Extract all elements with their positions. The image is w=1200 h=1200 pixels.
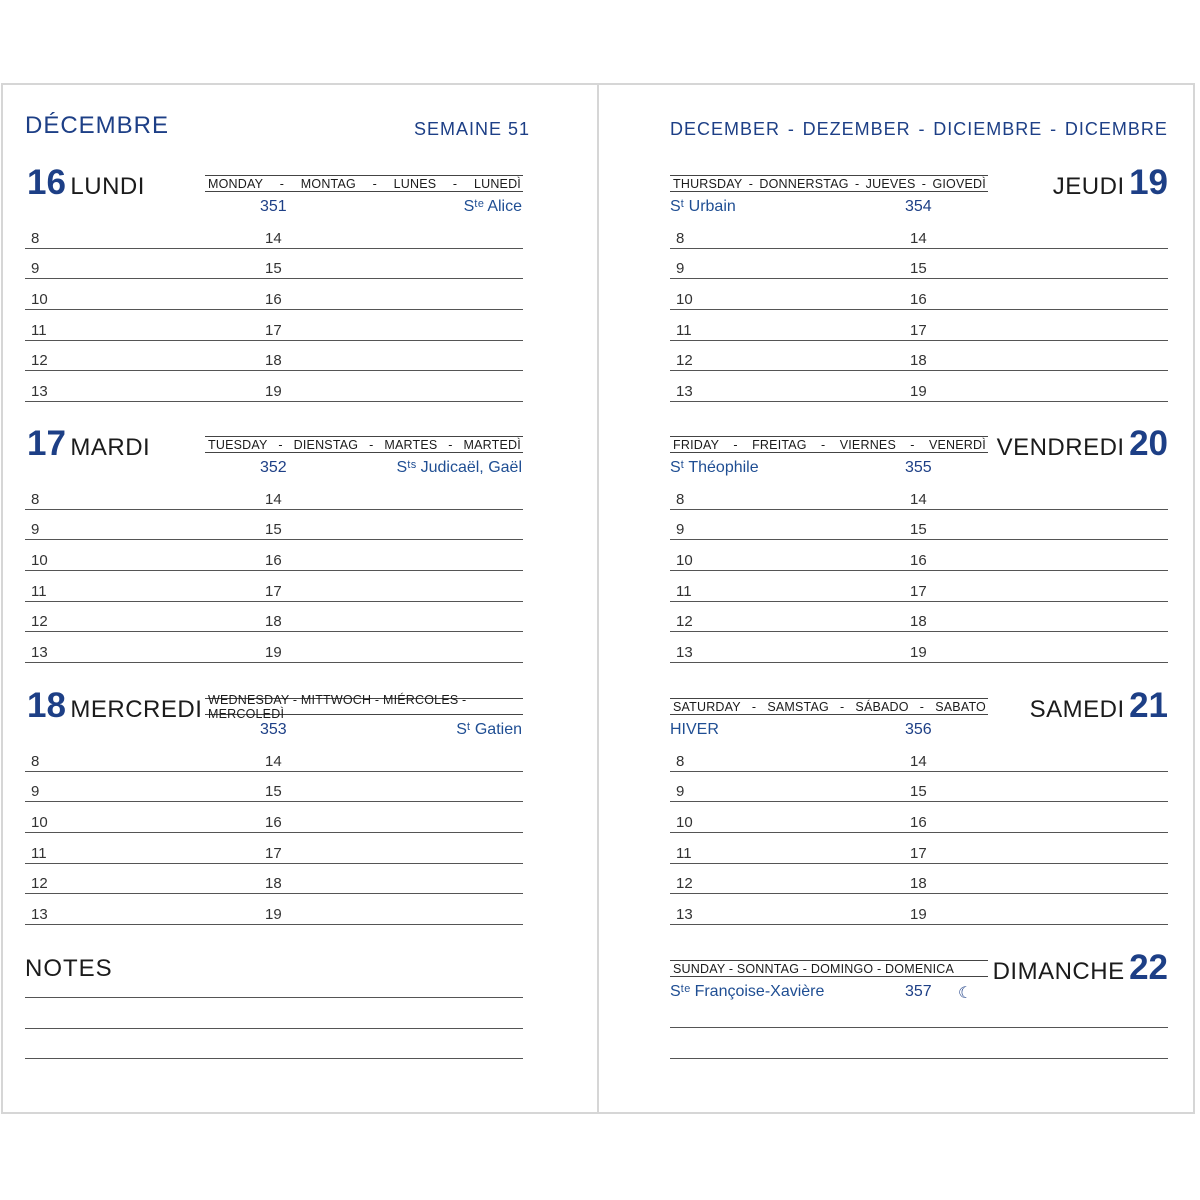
hour-label: 19 <box>910 906 927 924</box>
hour-row[interactable] <box>670 833 1168 864</box>
day-name: DIMANCHE <box>992 958 1125 985</box>
hour-label: 11 <box>31 844 47 862</box>
day-name: SAMEDI <box>1029 696 1125 723</box>
month-de: DEZEMBER <box>802 119 911 139</box>
saint-name: Sᵗᵉ Françoise-Xavière <box>670 983 825 1000</box>
hour-row[interactable] <box>25 833 523 864</box>
hour-row[interactable] <box>25 372 523 403</box>
hour-row[interactable] <box>25 633 523 664</box>
weekday-translation: FREITAG <box>752 437 807 452</box>
weekday-translation: - <box>733 437 738 452</box>
separator: - <box>787 119 795 139</box>
day-of-year: 355 <box>905 459 932 476</box>
hour-label: 9 <box>31 521 40 539</box>
hour-row[interactable] <box>25 602 523 633</box>
weekday-translation: - <box>448 437 453 452</box>
day-number: 22 <box>1129 948 1168 987</box>
hour-label: 11 <box>31 582 47 600</box>
hour-row[interactable] <box>25 741 523 772</box>
hour-label: 16 <box>265 552 282 570</box>
hour-label: 15 <box>910 521 927 539</box>
hour-row[interactable] <box>25 510 523 541</box>
hour-label: 8 <box>676 752 685 770</box>
day-number: 17 <box>27 424 66 463</box>
weekday-translation: VENERDÌ <box>928 437 986 452</box>
weekday-translation: SATURDAY <box>673 699 741 714</box>
weekday-translations <box>205 436 523 453</box>
hour-label: 17 <box>265 844 282 862</box>
hour-label: 19 <box>265 383 282 401</box>
weekday-translation: - <box>372 176 377 191</box>
hour-row[interactable] <box>25 310 523 341</box>
hour-row[interactable] <box>670 310 1168 341</box>
hour-row[interactable] <box>670 802 1168 833</box>
day-of-year: 351 <box>260 198 287 215</box>
notes-line[interactable] <box>670 1027 1168 1028</box>
saint-name: Sᵗ Théophile <box>670 459 759 476</box>
hour-label: 14 <box>265 229 282 247</box>
hour-row[interactable] <box>670 372 1168 403</box>
weekday-translation: - <box>919 699 925 714</box>
hour-label: 13 <box>31 644 48 662</box>
day-number: 21 <box>1129 686 1168 725</box>
hour-label: 12 <box>676 875 693 893</box>
hour-label: 16 <box>910 291 927 309</box>
day-of-year: 353 <box>260 721 287 738</box>
weekday-translation: THURSDAY <box>673 176 743 191</box>
day-number: 18 <box>27 686 66 725</box>
day-name: LUNDI <box>70 173 145 200</box>
day-name: MARDI <box>70 434 151 461</box>
hour-label: 12 <box>676 613 693 631</box>
hour-label: 9 <box>676 521 685 539</box>
saint-name: Sᵗᵉ Alice <box>463 198 522 215</box>
hour-label: 12 <box>676 352 693 370</box>
weekday-translation: LUNES <box>393 176 437 191</box>
weekday-translation: - <box>910 437 915 452</box>
hour-row[interactable] <box>25 249 523 280</box>
hour-row[interactable] <box>670 218 1168 249</box>
hour-label: 9 <box>31 260 40 278</box>
hour-row[interactable] <box>670 864 1168 895</box>
day-number: 19 <box>1129 163 1168 202</box>
hour-label: 13 <box>676 906 693 924</box>
day-heading <box>1030 688 1168 723</box>
hour-label: 13 <box>31 906 48 924</box>
weekday-translation: DIENSTAG <box>293 437 359 452</box>
day-heading <box>993 950 1168 985</box>
weekday-translation: - <box>369 437 374 452</box>
weekday-translation: MARTEDÌ <box>463 437 521 452</box>
weekday-translations <box>205 175 523 192</box>
hour-label: 8 <box>31 752 40 770</box>
saint-name: HIVER <box>670 721 719 738</box>
hour-label: 16 <box>265 814 282 832</box>
hour-row[interactable] <box>670 633 1168 664</box>
saint-name: Sᵗˢ Judicaël, Gaël <box>396 459 522 476</box>
hour-row[interactable] <box>670 602 1168 633</box>
weekday-translation: MARTES <box>384 437 438 452</box>
hour-label: 8 <box>31 490 40 508</box>
day-heading <box>27 426 150 461</box>
notes-title: NOTES <box>25 955 113 982</box>
hour-label: 10 <box>31 814 48 832</box>
weekday-translation: GIOVEDÌ <box>932 176 986 191</box>
hour-label: 11 <box>31 321 47 339</box>
hour-row[interactable] <box>25 864 523 895</box>
hour-label: 17 <box>910 844 927 862</box>
weekday-translation: - <box>279 176 285 191</box>
hour-row[interactable] <box>670 895 1168 926</box>
hour-row[interactable] <box>25 279 523 310</box>
hour-label: 12 <box>31 352 48 370</box>
moon-phase-icon: ☾ <box>958 985 973 1002</box>
day-heading <box>1053 165 1168 200</box>
weekday-translation: DONNERSTAG <box>759 176 849 191</box>
separator: - <box>1050 119 1058 139</box>
weekday-translation: - <box>278 437 283 452</box>
day-of-year: 356 <box>905 721 932 738</box>
day-of-year: 354 <box>905 198 932 215</box>
hour-label: 15 <box>910 260 927 278</box>
hour-label: 14 <box>910 752 927 770</box>
hour-label: 13 <box>676 644 693 662</box>
weekday-translation: - <box>452 176 458 191</box>
day-number: 20 <box>1129 424 1168 463</box>
month-it: DICEMBRE <box>1064 119 1168 139</box>
hour-row[interactable] <box>25 895 523 926</box>
day-of-year: 357 <box>905 983 932 1000</box>
hour-label: 10 <box>31 291 48 309</box>
day-name: JEUDI <box>1052 173 1125 200</box>
day-number: 16 <box>27 163 66 202</box>
weekday-translation: LUNEDÌ <box>473 176 521 191</box>
hour-label: 15 <box>265 260 282 278</box>
hour-label: 10 <box>676 814 693 832</box>
month-translations <box>670 119 1168 140</box>
day-name: MERCREDI <box>70 696 203 723</box>
saint-name: Sᵗ Urbain <box>670 198 736 215</box>
notes-line[interactable] <box>25 997 523 998</box>
hour-label: 15 <box>910 783 927 801</box>
weekday-translation: MONDAY <box>208 176 264 191</box>
hour-label: 18 <box>265 352 282 370</box>
hour-label: 18 <box>910 875 927 893</box>
weekday-translations <box>205 692 523 721</box>
hour-label: 14 <box>265 752 282 770</box>
weekday-translation: TUESDAY <box>208 437 268 452</box>
weekday-translation: - <box>839 699 845 714</box>
weekday-translations <box>670 436 988 453</box>
hour-label: 9 <box>676 783 685 801</box>
hour-row[interactable] <box>670 249 1168 280</box>
hour-label: 10 <box>31 552 48 570</box>
hour-row[interactable] <box>670 571 1168 602</box>
weekday-translations <box>670 175 988 192</box>
hour-label: 18 <box>265 613 282 631</box>
hour-label: 18 <box>265 875 282 893</box>
hour-label: 14 <box>910 490 927 508</box>
saint-name: Sᵗ Gatien <box>456 721 522 738</box>
weekday-translations <box>670 698 988 715</box>
hour-label: 19 <box>910 644 927 662</box>
weekday-translation: SABATO <box>935 699 986 714</box>
hour-label: 11 <box>676 321 692 339</box>
weekday-translation: - <box>748 176 754 191</box>
day-heading <box>27 165 145 200</box>
day-name: VENDREDI <box>996 434 1125 461</box>
notes-line[interactable] <box>25 1058 523 1059</box>
hour-label: 9 <box>31 783 40 801</box>
hour-row[interactable] <box>25 571 523 602</box>
weekday-translations <box>670 960 988 977</box>
hour-row[interactable] <box>25 341 523 372</box>
hour-label: 17 <box>910 321 927 339</box>
hour-label: 14 <box>910 229 927 247</box>
hour-label: 17 <box>910 582 927 600</box>
hour-label: 16 <box>265 291 282 309</box>
hour-row[interactable] <box>670 741 1168 772</box>
hour-label: 11 <box>676 582 692 600</box>
hour-label: 12 <box>31 875 48 893</box>
weekday-translation: VIERNES <box>839 437 896 452</box>
hour-row[interactable] <box>670 341 1168 372</box>
weekday-translation: SUNDAY - SONNTAG - DOMINGO - DOMENICA <box>673 961 955 976</box>
week-label: SEMAINE 51 <box>414 119 531 139</box>
hour-row[interactable] <box>25 802 523 833</box>
hour-label: 8 <box>31 229 40 247</box>
notes-line[interactable] <box>670 1058 1168 1059</box>
notes-line[interactable] <box>25 1028 523 1029</box>
hour-label: 10 <box>676 552 693 570</box>
day-heading <box>997 426 1168 461</box>
weekday-translation: SAMSTAG <box>767 699 829 714</box>
hour-label: 16 <box>910 552 927 570</box>
separator: - <box>918 119 926 139</box>
weekday-translation: WEDNESDAY - MITTWOCH - MIÉRCOLES - MERCOLEDÌ <box>208 692 467 721</box>
hour-row[interactable] <box>670 279 1168 310</box>
hour-label: 12 <box>31 613 48 631</box>
weekday-translation: - <box>921 176 927 191</box>
month-es: DICIEMBRE <box>933 119 1043 139</box>
day-heading <box>27 688 202 723</box>
weekday-translation: - <box>751 699 757 714</box>
hour-row[interactable] <box>670 772 1168 803</box>
hour-label: 11 <box>676 844 692 862</box>
weekday-translation: JUEVES <box>865 176 916 191</box>
weekday-translation: - <box>821 437 826 452</box>
hour-label: 18 <box>910 613 927 631</box>
hour-label: 13 <box>676 383 693 401</box>
hour-label: 17 <box>265 582 282 600</box>
month-title: DÉCEMBRE <box>25 112 170 139</box>
hour-row[interactable] <box>670 510 1168 541</box>
hour-label: 10 <box>676 291 693 309</box>
hour-label: 15 <box>265 521 282 539</box>
hour-label: 8 <box>676 229 685 247</box>
hour-label: 19 <box>265 644 282 662</box>
hour-row[interactable] <box>670 479 1168 510</box>
hour-row[interactable] <box>25 218 523 249</box>
hour-label: 19 <box>910 383 927 401</box>
page-gutter <box>597 83 599 1114</box>
hour-label: 15 <box>265 783 282 801</box>
hour-row[interactable] <box>25 772 523 803</box>
hour-row[interactable] <box>25 540 523 571</box>
weekday-translation: MONTAG <box>300 176 356 191</box>
hour-label: 9 <box>676 260 685 278</box>
hour-label: 14 <box>265 490 282 508</box>
hour-label: 17 <box>265 321 282 339</box>
hour-row[interactable] <box>670 540 1168 571</box>
weekday-translation: SÁBADO <box>855 699 909 714</box>
weekday-translation: FRIDAY <box>673 437 720 452</box>
hour-label: 19 <box>265 906 282 924</box>
hour-label: 18 <box>910 352 927 370</box>
month-en: DECEMBER <box>670 119 781 139</box>
hour-label: 8 <box>676 490 685 508</box>
day-of-year: 352 <box>260 459 287 476</box>
weekday-translation: - <box>854 176 860 191</box>
hour-label: 16 <box>910 814 927 832</box>
hour-label: 13 <box>31 383 48 401</box>
hour-row[interactable] <box>25 479 523 510</box>
